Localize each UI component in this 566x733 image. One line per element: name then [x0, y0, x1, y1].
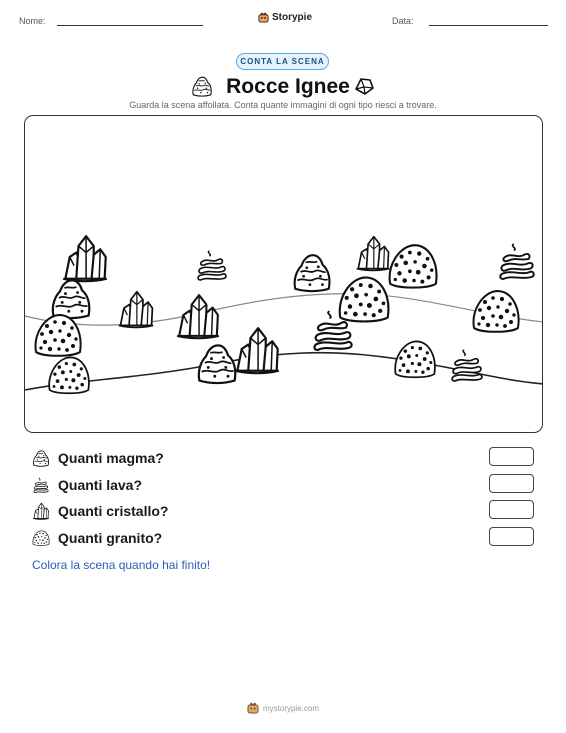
name-field-line[interactable] [57, 25, 203, 26]
scene-crystal [63, 236, 107, 281]
crystal-icon [32, 502, 50, 520]
date-field-line[interactable] [429, 25, 548, 26]
question-label: Quanti granito? [58, 530, 163, 546]
scene-crystal [177, 295, 219, 338]
scene-lava [198, 251, 226, 280]
site-url: mystorypie.com [262, 703, 319, 713]
section-badge: CONTA LA SCENA [236, 53, 329, 70]
scene-granite [390, 245, 437, 287]
question-granite [32, 527, 162, 549]
question-crystal [32, 500, 168, 522]
brand-logo [258, 12, 312, 23]
scene-crystal [357, 237, 390, 271]
scene-granite [49, 357, 89, 393]
answer-box-lava[interactable] [489, 474, 534, 493]
scene-magma [53, 280, 89, 318]
answer-box-granite[interactable] [489, 527, 534, 546]
scene-lava [452, 350, 482, 381]
scene-crystal [235, 328, 279, 373]
answer-box-crystal[interactable] [489, 500, 534, 519]
date-label: Data: [392, 16, 414, 26]
color-instruction: Colora la scena quando hai finito! [32, 558, 211, 572]
scene-lava [500, 244, 533, 279]
site-footer [0, 702, 566, 714]
storypie-logo-icon [247, 702, 259, 714]
scene-crystal [119, 292, 154, 328]
question-label: Quanti lava? [58, 477, 143, 493]
scene-illustration [25, 116, 543, 433]
question-label: Quanti cristallo? [58, 503, 169, 519]
question-label: Quanti magma? [58, 450, 164, 466]
magma-icon [32, 449, 50, 467]
lava-icon [32, 476, 50, 494]
scene-magma [295, 255, 330, 291]
instructions: Guarda la scena affollata. Conta quante immagini di ogni tipo riesci a trovare. [129, 100, 437, 110]
page-title: Rocce Ignee [226, 75, 350, 98]
scene-magma [199, 345, 235, 383]
scene-granite [474, 291, 519, 332]
question-lava [32, 474, 142, 496]
storypie-logo-icon [258, 12, 269, 23]
scene-granite [395, 341, 435, 377]
scene-granite [340, 277, 389, 321]
scene-granite [36, 315, 81, 356]
back-hill-line [25, 294, 543, 326]
counting-scene [24, 115, 543, 433]
name-label: Nome: [19, 16, 46, 26]
answer-box-magma[interactable] [489, 447, 534, 466]
brand-name: Storypie [272, 12, 313, 23]
granite-icon [32, 529, 50, 547]
question-magma [32, 447, 164, 469]
rock-icon [353, 75, 375, 97]
